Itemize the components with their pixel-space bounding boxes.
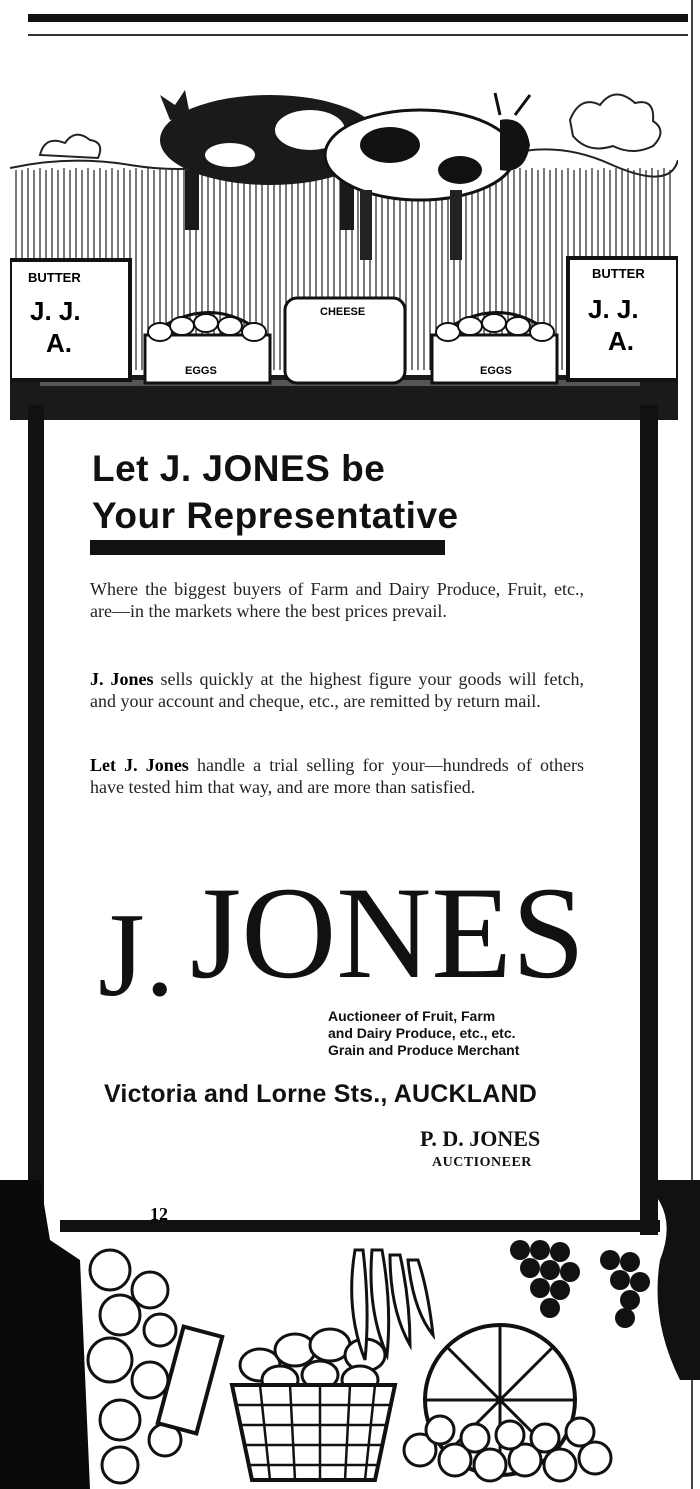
fruit-pile-left	[88, 1250, 181, 1483]
business-line: and Dairy Produce, etc., etc.	[328, 1025, 516, 1041]
cloud-icon	[40, 135, 100, 158]
headline	[92, 445, 562, 539]
svg-text:CHEESE: CHEESE	[320, 306, 366, 318]
business-line: Auctioneer of Fruit, Farm	[328, 1008, 496, 1024]
headline-line-1: Let J. JONES be	[92, 448, 386, 489]
signature-title: AUCTIONEER	[432, 1155, 532, 1170]
svg-text:A.: A.	[608, 326, 634, 356]
business-line: Grain and Produce Merchant	[328, 1042, 520, 1058]
paragraph-text: sells quickly at the highest figure your goods will fetch, and your account and cheque, etc., are remitted by return mail.	[90, 669, 584, 711]
body-paragraph	[90, 754, 584, 798]
paragraph-lead: J. Jones	[90, 669, 154, 689]
top-border-line	[28, 34, 688, 36]
svg-text:BUTTER: BUTTER	[28, 270, 81, 285]
top-border-bar	[28, 14, 688, 22]
headline-underline	[90, 540, 445, 555]
butter-crate-left	[10, 260, 130, 380]
egg-basket-right	[432, 313, 557, 384]
svg-text:A.: A.	[46, 328, 72, 358]
signature-name: P. D. JONES	[420, 1126, 541, 1151]
svg-text:12: 12	[150, 1204, 168, 1224]
frame-right	[640, 405, 658, 1235]
paragraph-text: Where the biggest buyers of Farm and Dairy Produce, Fruit, etc., are—in the markets where the best prices prevail.	[90, 579, 584, 621]
frame-left	[28, 405, 44, 1235]
jones-logo	[98, 855, 588, 1015]
svg-text:EGGS: EGGS	[185, 365, 217, 377]
address: Victoria and Lorne Sts., AUCKLAND	[104, 1080, 538, 1108]
svg-text:EGGS: EGGS	[480, 365, 512, 377]
paragraph-text: handle a trial selling for your—hundreds of others have tested him that way, and are more than satisfied.	[90, 755, 585, 797]
fruit-basket-icon	[232, 1329, 395, 1480]
cloud-icon	[570, 94, 661, 151]
logo-initial: J.	[98, 888, 175, 1015]
body-paragraph	[90, 668, 584, 712]
headline-line-2: Your Representative	[92, 495, 459, 536]
dairy-illustration	[10, 60, 678, 420]
produce-illustration	[0, 1180, 700, 1489]
svg-text:J. J.: J. J.	[30, 296, 81, 326]
paragraph-lead: Let J. Jones	[90, 755, 189, 775]
butter-crate-right	[568, 258, 678, 380]
grapes-icon	[510, 1240, 650, 1328]
egg-basket-left	[145, 313, 270, 384]
fruit-pile-right	[404, 1416, 611, 1481]
logo-surname: JONES	[190, 859, 585, 1006]
banana-bunch-icon	[352, 1250, 433, 1360]
cheese-barrel	[285, 298, 405, 383]
svg-text:J. J.: J. J.	[588, 294, 639, 324]
svg-text:BUTTER: BUTTER	[592, 266, 645, 281]
body-paragraph	[90, 578, 584, 622]
